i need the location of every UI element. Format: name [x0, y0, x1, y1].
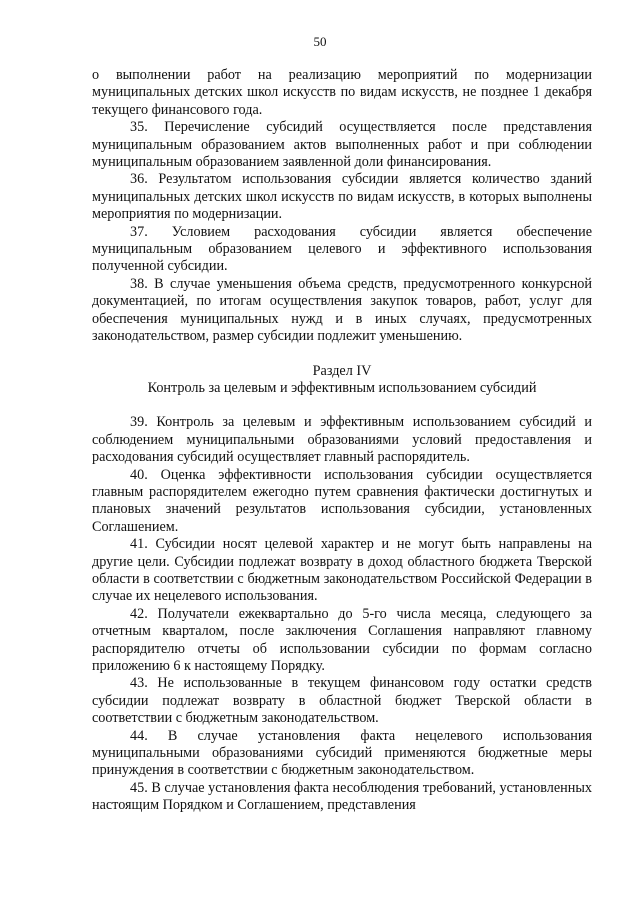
- paragraph-43: 43. Не использованные в текущем финансовом году остатки средств субсидии подлежат возврату в областной бюджет Тверской области в соответствии с бюджетным законодательством.: [92, 675, 592, 727]
- page-number: 50: [313, 34, 327, 49]
- paragraph-36: 36. Результатом использования субсидии является количество зданий муниципальных детских школ искусств по видам искусств, в которых выполнены мероприятия по модернизации.: [92, 171, 592, 223]
- paragraph-39: 39. Контроль за целевым и эффективным использованием субсидий и соблюдением муниципальными образованиями условий предоставления и расходования субсидий осуществляет главный распорядитель.: [92, 414, 592, 466]
- paragraph-44: 44. В случае установления факта нецелевого использования муниципальными образованиями субсидий применяются бюджетные меры принуждения в соответствии с бюджетным законодательством.: [92, 727, 592, 779]
- paragraph-38: 38. В случае уменьшения объема средств, предусмотренного конкурсной документацией, по итогам осуществления закупок товаров, работ, услуг для обеспечения муниципальных нужд и в иных случаях, предусмотренных законодательством, размер субсидии подлежит уменьшению.: [92, 275, 592, 345]
- paragraph-41: 41. Субсидии носят целевой характер и не могут быть направлены на другие цели. Субсидии подлежат возврату в доход областного бюджета Тверской области в соответствии с бюджетным законодательством Российской Федерации в случае их нецелевого использования.: [92, 536, 592, 605]
- paragraph-42: 42. Получатели ежеквартально до 5-го числа месяца, следующего за отчетным кварталом, после заключения Соглашения направляют главному распорядителю отчеты об использовании субсидии по формам согласно приложению 6 к настоящему Порядку.: [92, 605, 592, 674]
- document-body: [92, 67, 592, 815]
- section-title: Контроль за целевым и эффективным использованием субсидий: [147, 379, 537, 396]
- paragraph-37: 37. Условием расходования субсидии является обеспечение муниципальным образованием целевого и эффективного использования полученной субсидии.: [92, 223, 592, 275]
- paragraph-40: 40. Оценка эффективности использования субсидии осуществляется главным распорядителем ежегодно путем сравнения фактически достигнутых и плановых значений результатов использования субсидии, установленных Соглашением.: [92, 466, 592, 535]
- section-number: Раздел IV: [312, 362, 372, 379]
- paragraph-45: 45. В случае установления факта несоблюдения требований, установленных настоящим Порядком и Соглашением, представления: [92, 779, 592, 814]
- intro-paragraph: о выполнении работ на реализацию мероприятий по модернизации муниципальных детских школ искусств по видам искусств, не позднее 1 декабря текущего финансового года.: [92, 67, 592, 118]
- paragraph-35: 35. Перечисление субсидий осуществляется после представления муниципальным образованием актов выполненных работ и при соблюдении муниципальным образованием заявленной доли финансирования.: [92, 119, 592, 171]
